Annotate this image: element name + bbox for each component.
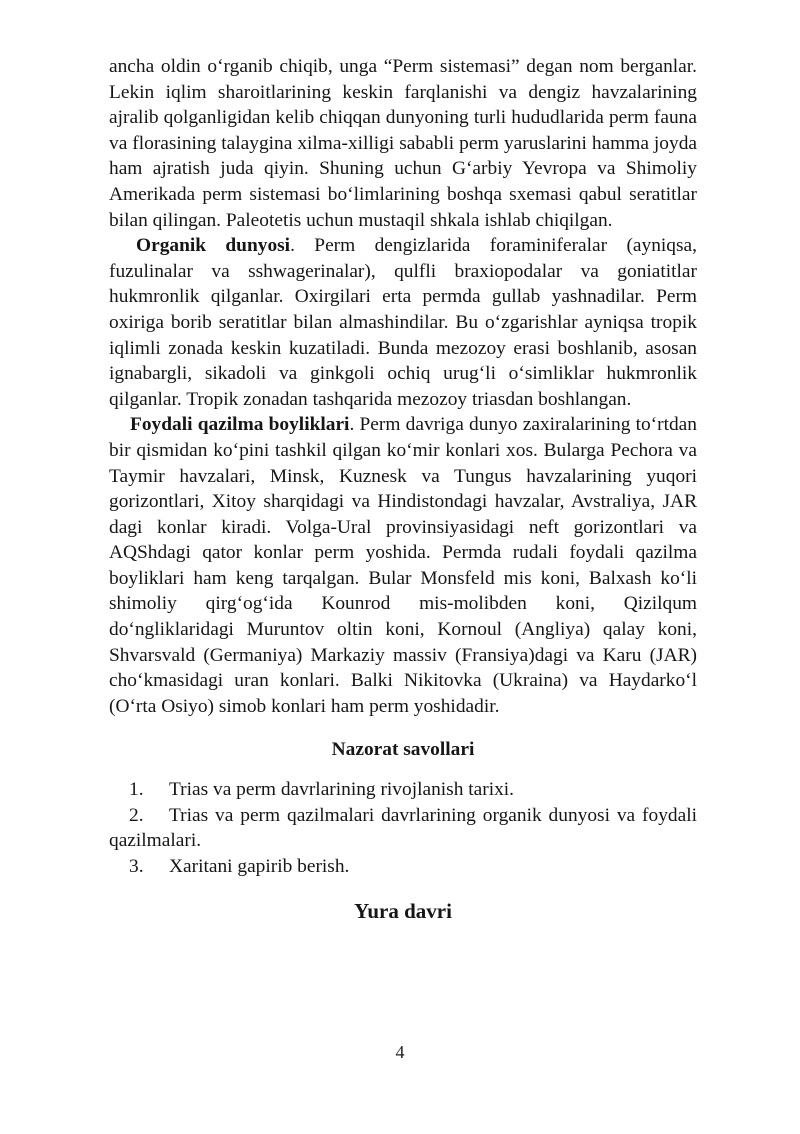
list-item-text: Xaritani gapirib berish. xyxy=(169,855,350,877)
paragraph-heading-mineral-resources: Foydali qazilma boyliklari xyxy=(130,414,350,436)
paragraph-heading-organic-world: Organik dunyosi xyxy=(136,235,291,257)
section-title-control-questions: Nazorat savollari xyxy=(331,739,475,761)
paragraph-body-mineral-resources: . Perm davriga dunyo zaxiralarining to‘rtdan bir qismidan ko‘pini tashkil qilgan ko‘mir konlari xos. Bularga Pechora va Taymir havzalari, Minsk, Kuznesk va Tungus havzalarining yuqori gorizontlari, Xitoy sharqidagi va Hindistondagi havzalar, Avstraliya, JAR dagi konlar kiradi. Volga-Ural provinsiyasidagi neft gorizontlari va AQShdagi qator konlar perm yoshida. Permda rudali foydali qazilma boyliklari ham keng tarqalgan. Bular Monsfeld mis koni, Balxash ko‘li shimoliy qirg‘og‘ida Kounrod mis-molibden koni, Qizilqum do‘ngliklaridagi Muruntov oltin koni, Kornoul (Angliya) qalay koni, Shvarsvald (Germaniya) Markaziy massiv (Fransiya)dagi va Karu (JAR) cho‘kmasidagi uran konlari. Balki Nikitovka (Ukraina) va Haydarko‘l (O‘rta Osiyo) simob konlari ham perm yoshidadir. xyxy=(109,414,697,717)
list-item-number: 3. xyxy=(129,855,144,877)
list-item xyxy=(109,777,697,803)
list-item xyxy=(109,803,697,854)
list-item-text: Trias va perm qazilmalari davrlarining organik dunyosi va foydali qazilmalari. xyxy=(109,804,697,852)
document-page xyxy=(109,54,697,925)
paragraph-mineral-resources xyxy=(109,412,697,719)
questions-list xyxy=(109,777,697,879)
list-item-number: 1. xyxy=(129,779,144,801)
list-item-number: 2. xyxy=(129,804,144,826)
paragraph-organic-world xyxy=(109,233,697,412)
paragraph-body-organic-world: . Perm dengizlarida foraminiferalar (ayniqsa, fuzulinalar va sshwagerinalar), qulfli braxiopodalar va goniatitlar hukmronlik qilganlar. Oxirgilari erta permda gullab yashnadilar. Perm oxiriga borib seratitlar bilan almashindilar. Bu o‘zgarishlar ayniqsa tropik iqlimli zonada keskin kuzatiladi. Bunda mezozoy erasi boshlanib, asosan ignabargli, sikadoli va ginkgoli ochiq urug‘li o‘simliklar hukmronlik qilganlar. Tropik zonadan tashqarida mezozoy triasdan boshlangan. xyxy=(109,235,697,410)
section-title-jurassic: Yura davri xyxy=(354,899,452,924)
list-item xyxy=(109,854,697,880)
page-number: 4 xyxy=(395,1042,405,1062)
paragraph-perm-system: ancha oldin o‘rganib chiqib, unga “Perm sistemasi” degan nom berganlar. Lekin iqlim sharoitlarining keskin farqlanishi va dengiz havzalarining ajralib qolganligidan kelib chiqqan dunyoning turli hududlarida perm fauna va florasining talaygina xilma-xilligi sababli perm yaruslarini hamma joyda ham ajratish juda qiyin. Shuning uchun G‘arbiy Yevropa va Shimoliy Amerikada perm sistemasi bo‘limlarining boshqa sxemasi qabul seratitlar bilan qilingan. Paleotetis uchun mustaqil shkala ishlab chiqilgan. xyxy=(109,56,697,231)
list-item-text: Trias va perm davrlarining rivojlanish tarixi. xyxy=(169,779,515,801)
